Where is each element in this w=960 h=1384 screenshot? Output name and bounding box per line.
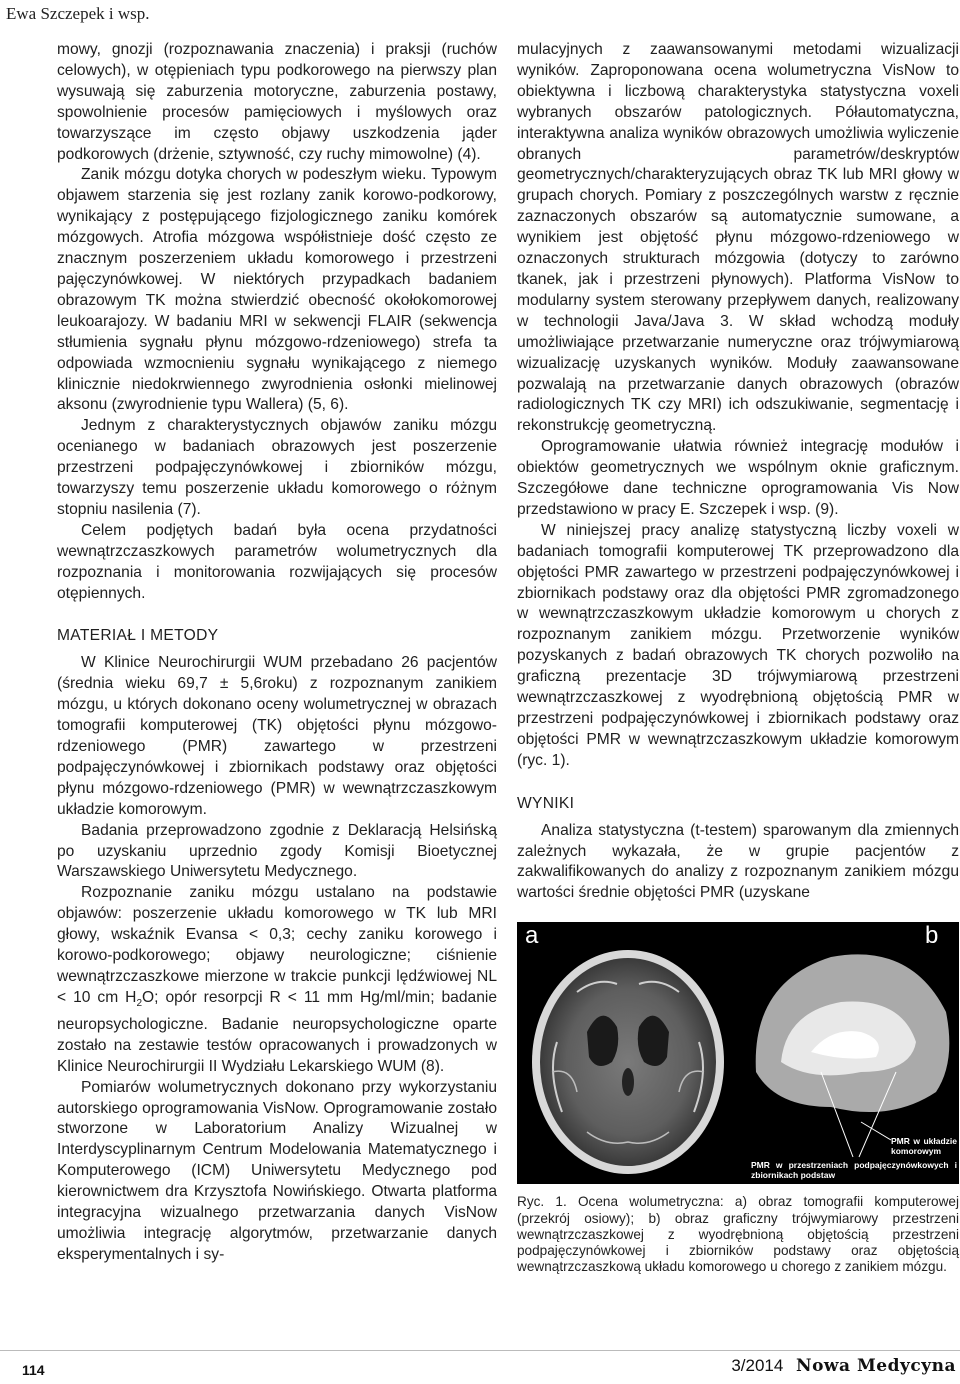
- page-number: 114: [22, 1362, 45, 1378]
- paragraph: Oprogramowanie ułatwia również integrację modułów i obiektów geometrycznych we wspólnym oknie graficznym. Szczegółowe dane techniczne oprogramowania Vis Now przedstawiono w pracy E. Szczepek i wsp. (9).: [517, 438, 959, 518]
- ct-axial-image: [517, 922, 739, 1184]
- section-title-results: WYNIKI: [517, 794, 575, 812]
- issue-number: 3/2014: [731, 1356, 784, 1375]
- paragraph: Analiza statystyczna (t-testem) sparowanym dla zmiennych zależnych wykazała, że w grupie pacjentów z zakwalifikowanych do analizy z rozpoznanym zanikiem mózgu wartości średnie objętości PMR (uzyskane: [517, 821, 959, 902]
- panel-label-b: b: [925, 922, 939, 950]
- annotation-subarachnoid: PMR w przestrzeniach podpajęczynówkowych i zbiornikach podstaw: [751, 1160, 957, 1181]
- paragraph: Badania przeprowadzono zgodnie z Deklaracją Helsińską po uzyskaniu uprzednio zgody Komisji Bioetycznej Warszawskiego Uniwersytetu Medycznego.: [57, 821, 497, 881]
- figure-caption: Ryc. 1. Ocena wolumetryczna: a) obraz tomografii komputerowej (przekrój osiowy); b) obraz graficzny trójwymiarowy przestrzeni wewnątrzczaszkowej z wyodrębnioną objętością przestrzeni podpajęczynówkowej i zbiorników podstawy oraz objętością wewnątrzczaszkową układu komorowego u chorego z zanikiem mózgu.: [517, 1194, 959, 1275]
- paragraph: W niniejszej pracy analizę statystyczną liczby voxeli w badaniach tomografii komputerowej TK przeprowadzono dla objętości PMR zawartego w przestrzeni podpajęczynówkowej i zbiornikach podstawy oraz dla objętości PMR zgromadzonego w wewnątrzczaszkowym układzie komorowym u chorych z rozpoznanym zanikiem mózgu. Przetworzenie wyników pozyskanych z badań obrazowych TK chorych pozwoliło na graficzną prezentacje 3D trójwymiarową przestrzeni wewnątrzczaszkowej z wyodrębnioną objętością PMR w przestrzeni podpajęczynówkowej i zbiornikach podstawy oraz objętości PMR w wewnątrzczaszkowym układzie komorowym (ryc. 1).: [517, 521, 959, 769]
- text-span: O; opór resorpcji R < 11 mm Hg/ml/min; badanie neuropsychologiczne. Badanie neuropsychologiczne oparte zostało na zestawie testów opracowanych i prowadzonych w Klinice Neurochirurgii II Wydziału Lekarskiego WUM (8).: [57, 988, 498, 1075]
- journal-footer: [731, 1356, 956, 1376]
- paragraph: Jednym z charakterystycznych objawów zaniku mózgu ocenianego w badaniach obrazowych jest poszerzenie przestrzeni podpajęczynówkowej i zbiorników mózgu, towarzyszy temu poszerzenie układu komorowego o różnym stopniu nasilenia (7).: [57, 417, 497, 518]
- paragraph: mulacyjnych z zaawansowanymi metodami wizualizacji wyników. Zaproponowana ocena wolumetryczna VisNow to obiektywna i liczbową charakterystyka statystyczna voxeli wybranych obszarów patologicznych. Półautomatyczna, interaktywna analiza wyników obrazowych umożliwia wyliczenie obranych parametrów/deskryptów geometrycznych/charakteryzujących obraz TK lub MRI głowy w grupach chorych. Pomiary z poszczególnych warstw z ręcznie zaznaczonych obszarów są automatycznie sumowane, a wynikiem jest objętość płynu mózgowo-rdzeniowego w oznaczonych strukturach mózgowia (dotyczy to zarówno tkanek, jak i przestrzeni płynowych). Platforma VisNow to modularny system sterowany przepływem danych, realizowany w technologii Java/Java 3. W skład wchodzą moduły umożliwiające przetwarzanie numeryczne oraz trójwymiarową wizualizację uzyskanych wyników. Moduły zaawansowane pozwalają na przetwarzanie danych obrazowych (obrazów radiologicznych TK czy MRI) ich odszukiwanie, segmentację i rekonstrukcję geometryczną.: [517, 41, 959, 435]
- section-title-methods: MATERIAŁ I METODY: [57, 627, 219, 645]
- footer-rule: [0, 1350, 960, 1351]
- figure-1: [517, 922, 959, 1184]
- running-head: Ewa Szczepek i wsp.: [6, 4, 150, 23]
- paragraph: W Klinice Neurochirurgii WUM przebadano 26 pacjentów (średnia wieku 69,7 ± 5,6roku) z rozpoznanym zanikiem mózgu, u których dokonano oceny wolumetrycznej w obrazach tomografii komputerowej (TK) objętości płynu mózgowo-rdzeniowego (PMR) zawartego w przestrzeni podpajęczynówkowej i zbiornikach podstawy oraz objętości płynu mózgowo-rdzeniowego (PMR) w wewnątrzczaszkowym układzie komorowym.: [57, 654, 497, 818]
- paragraph: Zanik mózgu dotyka chorych w podeszłym wieku. Typowym objawem starzenia się jest rozlany zanik korowo-podkorowy, wynikający z postępującego fizjologicznego zaniku komórek mózgowych. Atrofia mózgowa współistnieje dość często ze znacznym poszerzeniem układu komorowego i przestrzeni pajęczynówkowej. W niektórych przypadkach badaniem obrazowym TK można stwierdzić obecność okołokomorowej leukoarajozy. W badaniu MRI w sekwencji FLAIR (sekwencja stłumienia sygnału płynu mózgowo-rdzeniowego) strefa ta odpowiada wzmocnieniu sygnału wynikającego z niemego klinicznie niedokrwiennego zwyrodnienia osłonki mielinowej aksonu (zwyrodnienie typu Wallera) (5, 6).: [57, 166, 497, 414]
- paragraph: Pomiarów wolumetrycznych dokonano przy wykorzystaniu autorskiego oprogramowania VisNow. Oprogramowanie zostało stworzone w Laboratorium Analizy Wizualnej w Interdyscyplinarnym Centrum Modelowania Matematycznego i Komputerowego (ICM) Uniwersytetu Medycznego pod kierownictwem dra Krzysztofa Nowińskiego. Otwarta platforma integracyjna wizualnego przetwarzania danych VisNow umożliwia integrację algorytmów, przetwarzanie danych eksperymentalnych i sy-: [57, 1078, 497, 1263]
- right-column: [517, 40, 959, 1276]
- subscript: 2: [136, 997, 143, 1009]
- paragraph: Celem podjętych badań była ocena przydatności wewnątrzczaszkowych parametrów wolumetrycznych dla rozpoznania i monitorowania rozwijających się procesów otępiennych.: [57, 521, 497, 602]
- panel-label-a: a: [525, 922, 539, 950]
- paragraph: [57, 883, 497, 1077]
- ct-scan-illustration: [517, 922, 739, 1184]
- pointer-line: [861, 1122, 891, 1140]
- text-span: Rozpoznanie zaniku mózgu ustalano na podstawie objawów: poszerzenie układu komorowego w TK lub MRI głowy, wskaźnik Evansa < 0,3; cechy zaniku korowego i korowo-podkorowego; objawy neurologiczne; ciśnienie wewnątrzczaszkowe mierzone w trakcie punkcji lędźwiowej NL < 10 cm H: [57, 884, 497, 1006]
- 3d-render-image: [741, 922, 959, 1184]
- left-column: [57, 40, 497, 1266]
- paragraph: mowy, gnozji (rozpoznawania znaczenia) i praksji (ruchów celowych), w otępieniach typu podkorowego na pierwszy plan wysuwają się zaburzenia motoryczne, zaburzenia postawy, spowolnienie procesów pamięciowych i myślowych oraz towarzyszące im często objawy uszkodzenia jąder podkorowych (drżenie, sztywność, czy ruchy mimowolne) (4).: [57, 41, 497, 163]
- brain-tissue: [540, 958, 716, 1166]
- annotation-ventricles: PMR w układzie komorowym: [891, 1136, 957, 1157]
- journal-name: Nowa Medycyna: [796, 1356, 956, 1376]
- third-ventricle: [622, 1068, 634, 1096]
